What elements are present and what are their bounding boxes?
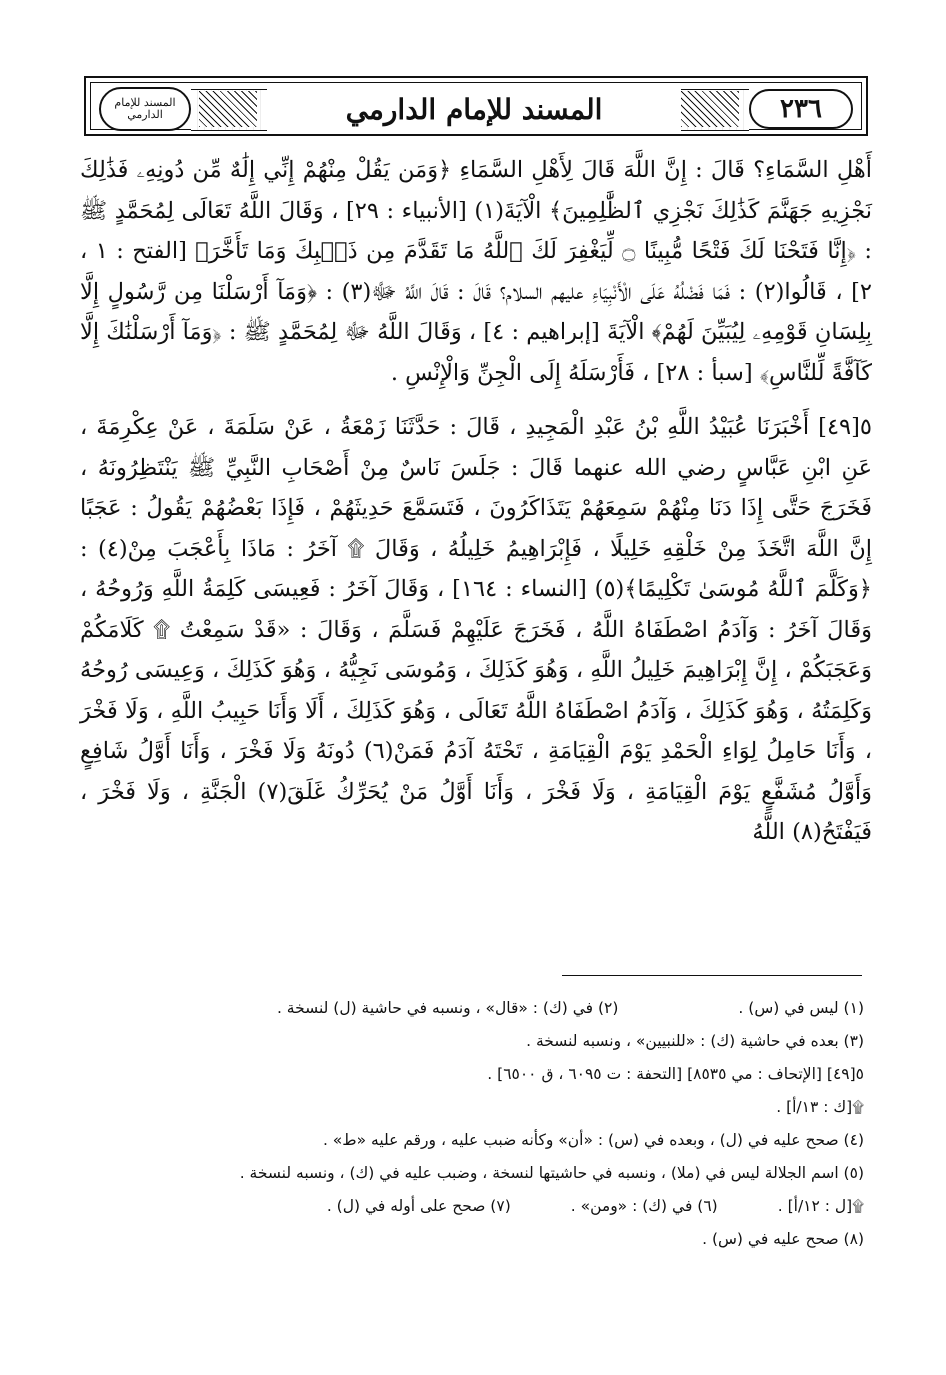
footnote-separator — [562, 975, 862, 976]
footnote-hadith-49-sources: ٥[٤٩] [الإتحاف : مي ٨٥٣٥] [التحفة : ت ٦٠٩٥ ، ق ٦٥٠٠] . — [487, 1065, 864, 1083]
footnote-8: (٨) صحح عليه في (س) . — [702, 1230, 864, 1248]
footnote-5: (٥) اسم الجلالة ليس في (ملا) ، ونسبه في حاشيتها لنسخة ، وضبب عليه في (ك) ، ونسبه لنسخة . — [239, 1164, 864, 1182]
page-number: ٢٣٦ — [749, 89, 853, 129]
running-title: المسند للإمام الدارمي — [267, 85, 681, 133]
header-ornament-left — [199, 91, 257, 127]
footnote-3: (٣) بعده في حاشية (ك) : «للنبيين» ، ونسبه لنسخة . — [526, 1032, 864, 1050]
footnote-row — [84, 992, 864, 1025]
paragraph-1: أَهْلِ السَّمَاءِ؟ قَالَ : إِنَّ اللَّهَ قَالَ لِأَهْلِ السَّمَاءِ ﴿وَمَن يَقُلْ مِنْهُمْ إِنِّي إِلَٰهٌ مِّن دُونِهِۦ فَذَٰلِكَ نَجْزِيهِ جَهَنَّمَ كَذَٰلِكَ نَجْزِي ٱلظَّٰلِمِينَ﴾ الْآيَةَ(١) [الأنبياء : ٢٩] ، وَقَالَ اللَّهُ تَعَالَى لِمُحَمَّدٍ ﷺ : ﴿إِنَّا فَتَحْنَا لَكَ فَتْحًا مُّبِينًا ۝ لِّيَغْفِرَ لَكَ ٱللَّهُ مَا تَقَدَّمَ مِن ذَنۢبِكَ وَمَا تَأَخَّرَ﴾ [الفتح : ١ ، ٢] ، قَالُوا(٢) : فَمَا فَضْلُهُ عَلَى الْأَنْبِيَاءِ عليهم السلام؟ قَالَ : قَالَ اللَّهُ ﷻ(٣) : ﴿وَمَآ أَرْسَلْنَا مِن رَّسُولٍ إِلَّا بِلِسَانِ قَوْمِهِۦ لِيُبَيِّنَ لَهُمْ﴾ الْآيَةَ [إبراهيم : ٤] ، وَقَالَ اللَّهُ ﷻ لِمُحَمَّدٍ ﷺ : ﴿وَمَآ أَرْسَلْنَٰكَ إِلَّا كَآفَّةً لِّلنَّاسِ﴾ [سبأ : ٢٨] ، فَأَرْسَلَهُ إِلَى الْجِنِّ وَالْإِنْسِ . — [80, 157, 873, 386]
hadith-49: ٥[٤٩] أَخْبَرَنَا عُبَيْدُ اللَّهِ بْنُ عَبْدِ الْمَجِيدِ ، قَالَ : حَدَّثَنَا زَمْعَةُ ، عَنْ سَلَمَةَ ، عَنْ عِكْرِمَةَ ، عَنِ ابْنِ عَبَّاسٍ رضي الله عنهما قَالَ : جَلَسَ نَاسٌ مِنْ أَصْحَابِ النَّبِيِّ ﷺ يَنْتَظِرُونَهُ ، فَخَرَجَ حَتَّى إِذَا دَنَا مِنْهُمْ سَمِعَهُمْ يَتَذَاكَرُونَ ، فَتَسَمَّعَ حَدِيثَهُمْ ، فَإِذَا بَعْضُهُمْ يَقُولُ : عَجَبًا إِنَّ اللَّهَ اتَّخَذَ مِنْ خَلْقِهِ خَلِيلًا ، فَإِبْرَاهِيمُ خَلِيلُهُ ، وَقَالَ ۩ آخَرُ : مَاذَا بِأَعْجَبَ مِنْ(٤) : ﴿وَكَلَّمَ ٱللَّهُ مُوسَىٰ تَكْلِيمًا﴾(٥) [النساء : ١٦٤] ، وَقَالَ آخَرُ : فَعِيسَى كَلِمَةُ اللَّهِ وَرُوحُهُ ، وَقَالَ آخَرُ : وَآدَمُ اصْطَفَاهُ اللَّهُ ، فَخَرَجَ عَلَيْهِمْ فَسَلَّمَ ، وَقَالَ : «قَدْ سَمِعْتُ ۩ كَلَامَكُمْ وَعَجَبَكُمْ ، إِنَّ إِبْرَاهِيمَ خَلِيلُ اللَّهِ ، وَهُوَ كَذَلِكَ ، وَمُوسَى نَجِيُّهُ ، وَهُوَ كَذَلِكَ ، وَعِيسَى رُوحُهُ وَكَلِمَتُهُ ، وَهُوَ كَذَلِكَ ، وَآدَمُ اصْطَفَاهُ اللَّهُ تَعَالَى ، وَهُوَ كَذَلِكَ ، أَلَا وَأَنَا حَبِيبُ اللَّهِ ، وَلَا فَخْرَ ، وَأَنَا حَامِلُ لِوَاءِ الْحَمْدِ يَوْمَ الْقِيَامَةِ ، تَحْتَهُ آدَمُ فَمَنْ(٦) دُونَهُ وَلَا فَخْرَ ، وَأَنَا أَوَّلُ شَافِعٍ وَأَوَّلُ مُشَفَّعٍ يَوْمَ الْقِيَامَةِ ، وَلَا فَخْرَ ، وَأَنَا أَوَّلُ مَنْ يُحَرِّكُ غَلَقَ(٧) الْجَنَّةِ ، وَلَا فَخْرَ ، فَيَفْتَحُ(٨) اللَّهُ — [80, 414, 873, 845]
book-seal-logo — [99, 87, 191, 131]
footnote-row — [84, 1190, 864, 1223]
main-text — [80, 150, 872, 853]
footnotes — [84, 992, 864, 1256]
header-frame — [90, 82, 862, 130]
footnote-manuscript-k: ۩[ك : ١٣/أ] . — [776, 1098, 864, 1116]
footnote-manuscript-l: ۩[ل : ١٢/أ] . — [777, 1197, 864, 1215]
seal-text: المسند للإمام الدارمي — [114, 96, 176, 121]
footnote-4: (٤) صحح عليه في (ل) ، وبعده في (س) : «أن» وكأنه ضبب عليه ، ورقم عليه «ط» . — [322, 1131, 864, 1149]
page-header — [84, 76, 868, 136]
header-ornament-right — [681, 91, 739, 127]
footnote-1: (١) ليس في (س) . — [738, 999, 864, 1017]
footnote-7: (٧) صحح على أوله في (ل) . — [326, 1197, 511, 1215]
footnote-2: (٢) في (ك) : «قال» ، ونسبه في حاشية (ل) لنسخة . — [276, 999, 619, 1017]
footnote-6: (٦) في (ك) : «ومن» . — [570, 1197, 718, 1215]
